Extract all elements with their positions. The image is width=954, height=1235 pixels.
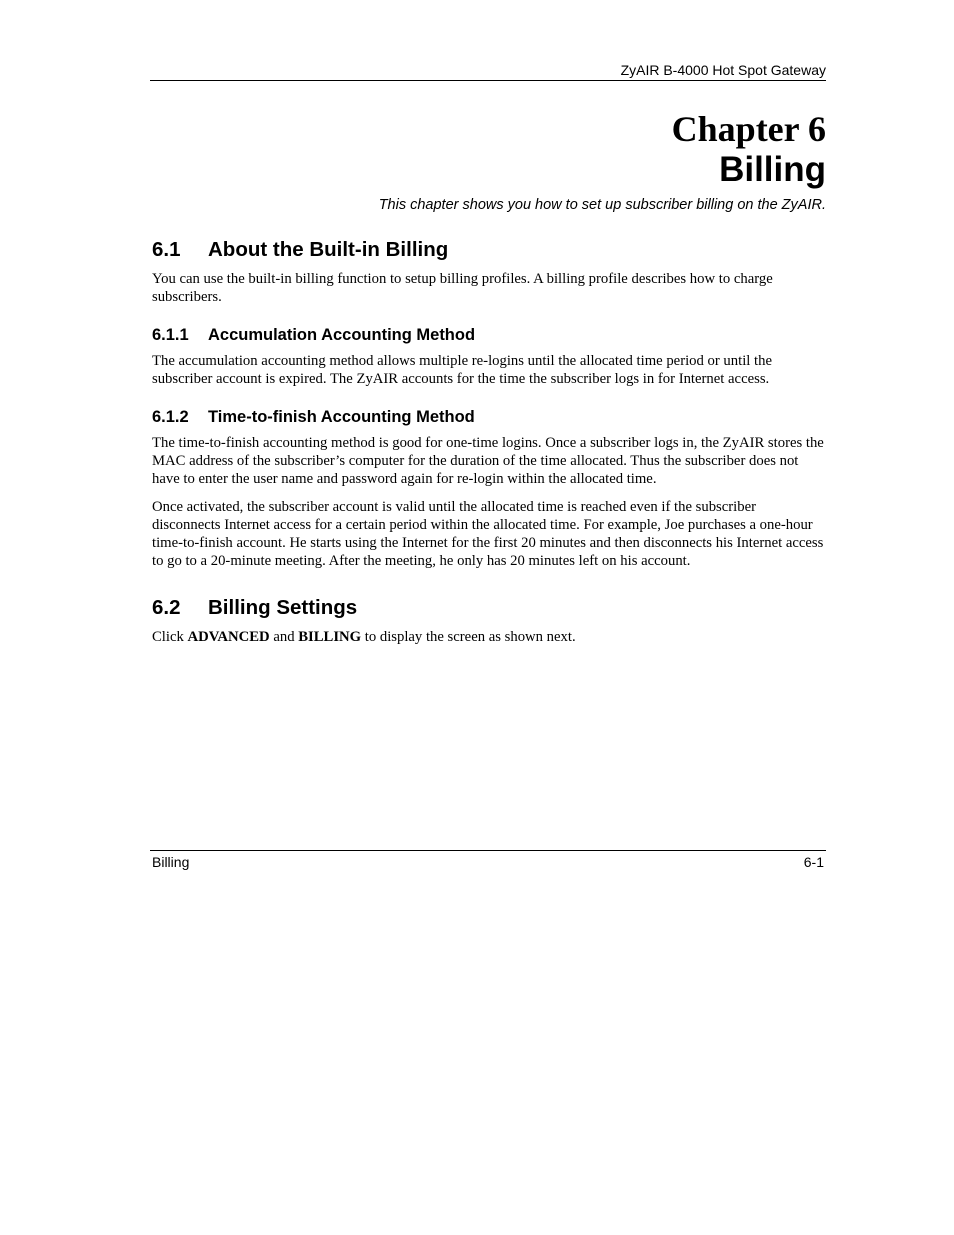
section-number: 6.2 [152, 596, 181, 619]
chapter-intro: This chapter shows you how to set up subscriber billing on the ZyAIR. [378, 197, 826, 213]
header-product-name: ZyAIR B-4000 Hot Spot Gateway [620, 62, 826, 78]
section-heading-6-1-2 [152, 406, 827, 428]
section-heading-6-1 [152, 236, 827, 264]
section-title: Billing Settings [208, 596, 358, 619]
page-footer [150, 850, 826, 873]
text-run: to display the screen as shown next. [361, 629, 576, 645]
section-number: 6.1.1 [152, 326, 189, 344]
section-title: About the Built-in Billing [208, 238, 449, 261]
section-title: Accumulation Accounting Method [208, 326, 476, 344]
page-header [150, 60, 826, 81]
section-number: 6.1 [152, 238, 181, 261]
paragraph: Once activated, the subscriber account is valid until the allocated time is reached even if the subscriber disconnects Internet access for a certain period within the allocated time. For example, Joe purchases a one-hour time-to-finish account. He starts using the Internet for the first 20 minutes and then disconnects his Internet access to go to a 20-minute meeting. After the meeting, he only has 20 minutes left on his account. [152, 499, 824, 569]
text-run: and [269, 629, 299, 645]
chapter-content [152, 236, 827, 656]
page-number: 6-1 [803, 854, 824, 870]
paragraph: You can use the built-in billing function to setup billing profiles. A billing profile describes how to charge subscribers. [152, 271, 773, 305]
billing-menu-reference: BILLING [298, 629, 362, 645]
advanced-menu-reference: ADVANCED [187, 629, 270, 645]
footer-chapter-name: Billing [152, 854, 190, 870]
chapter-name: Billing [719, 150, 826, 189]
text-run: Click [152, 629, 188, 645]
section-heading-6-1-1 [152, 324, 827, 346]
section-heading-6-2 [152, 594, 827, 622]
paragraph: The time-to-finish accounting method is good for one-time logins. Once a subscriber logs in, the ZyAIR stores the MAC address of the subscriber’s computer for the duration of the time allocated. Thus the subscriber does not have to enter the user name and password again for re-login within the allocated time. [152, 435, 824, 487]
chapter-title [672, 108, 826, 190]
section-number: 6.1.2 [152, 408, 189, 426]
chapter-number: Chapter 6 [671, 109, 826, 149]
paragraph [152, 628, 827, 646]
section-title: Time-to-finish Accounting Method [208, 408, 475, 426]
paragraph: The accumulation accounting method allows multiple re-logins until the allocated time period or until the subscriber account is expired. The ZyAIR accounts for the time the subscriber logs in for Internet access. [152, 353, 772, 387]
